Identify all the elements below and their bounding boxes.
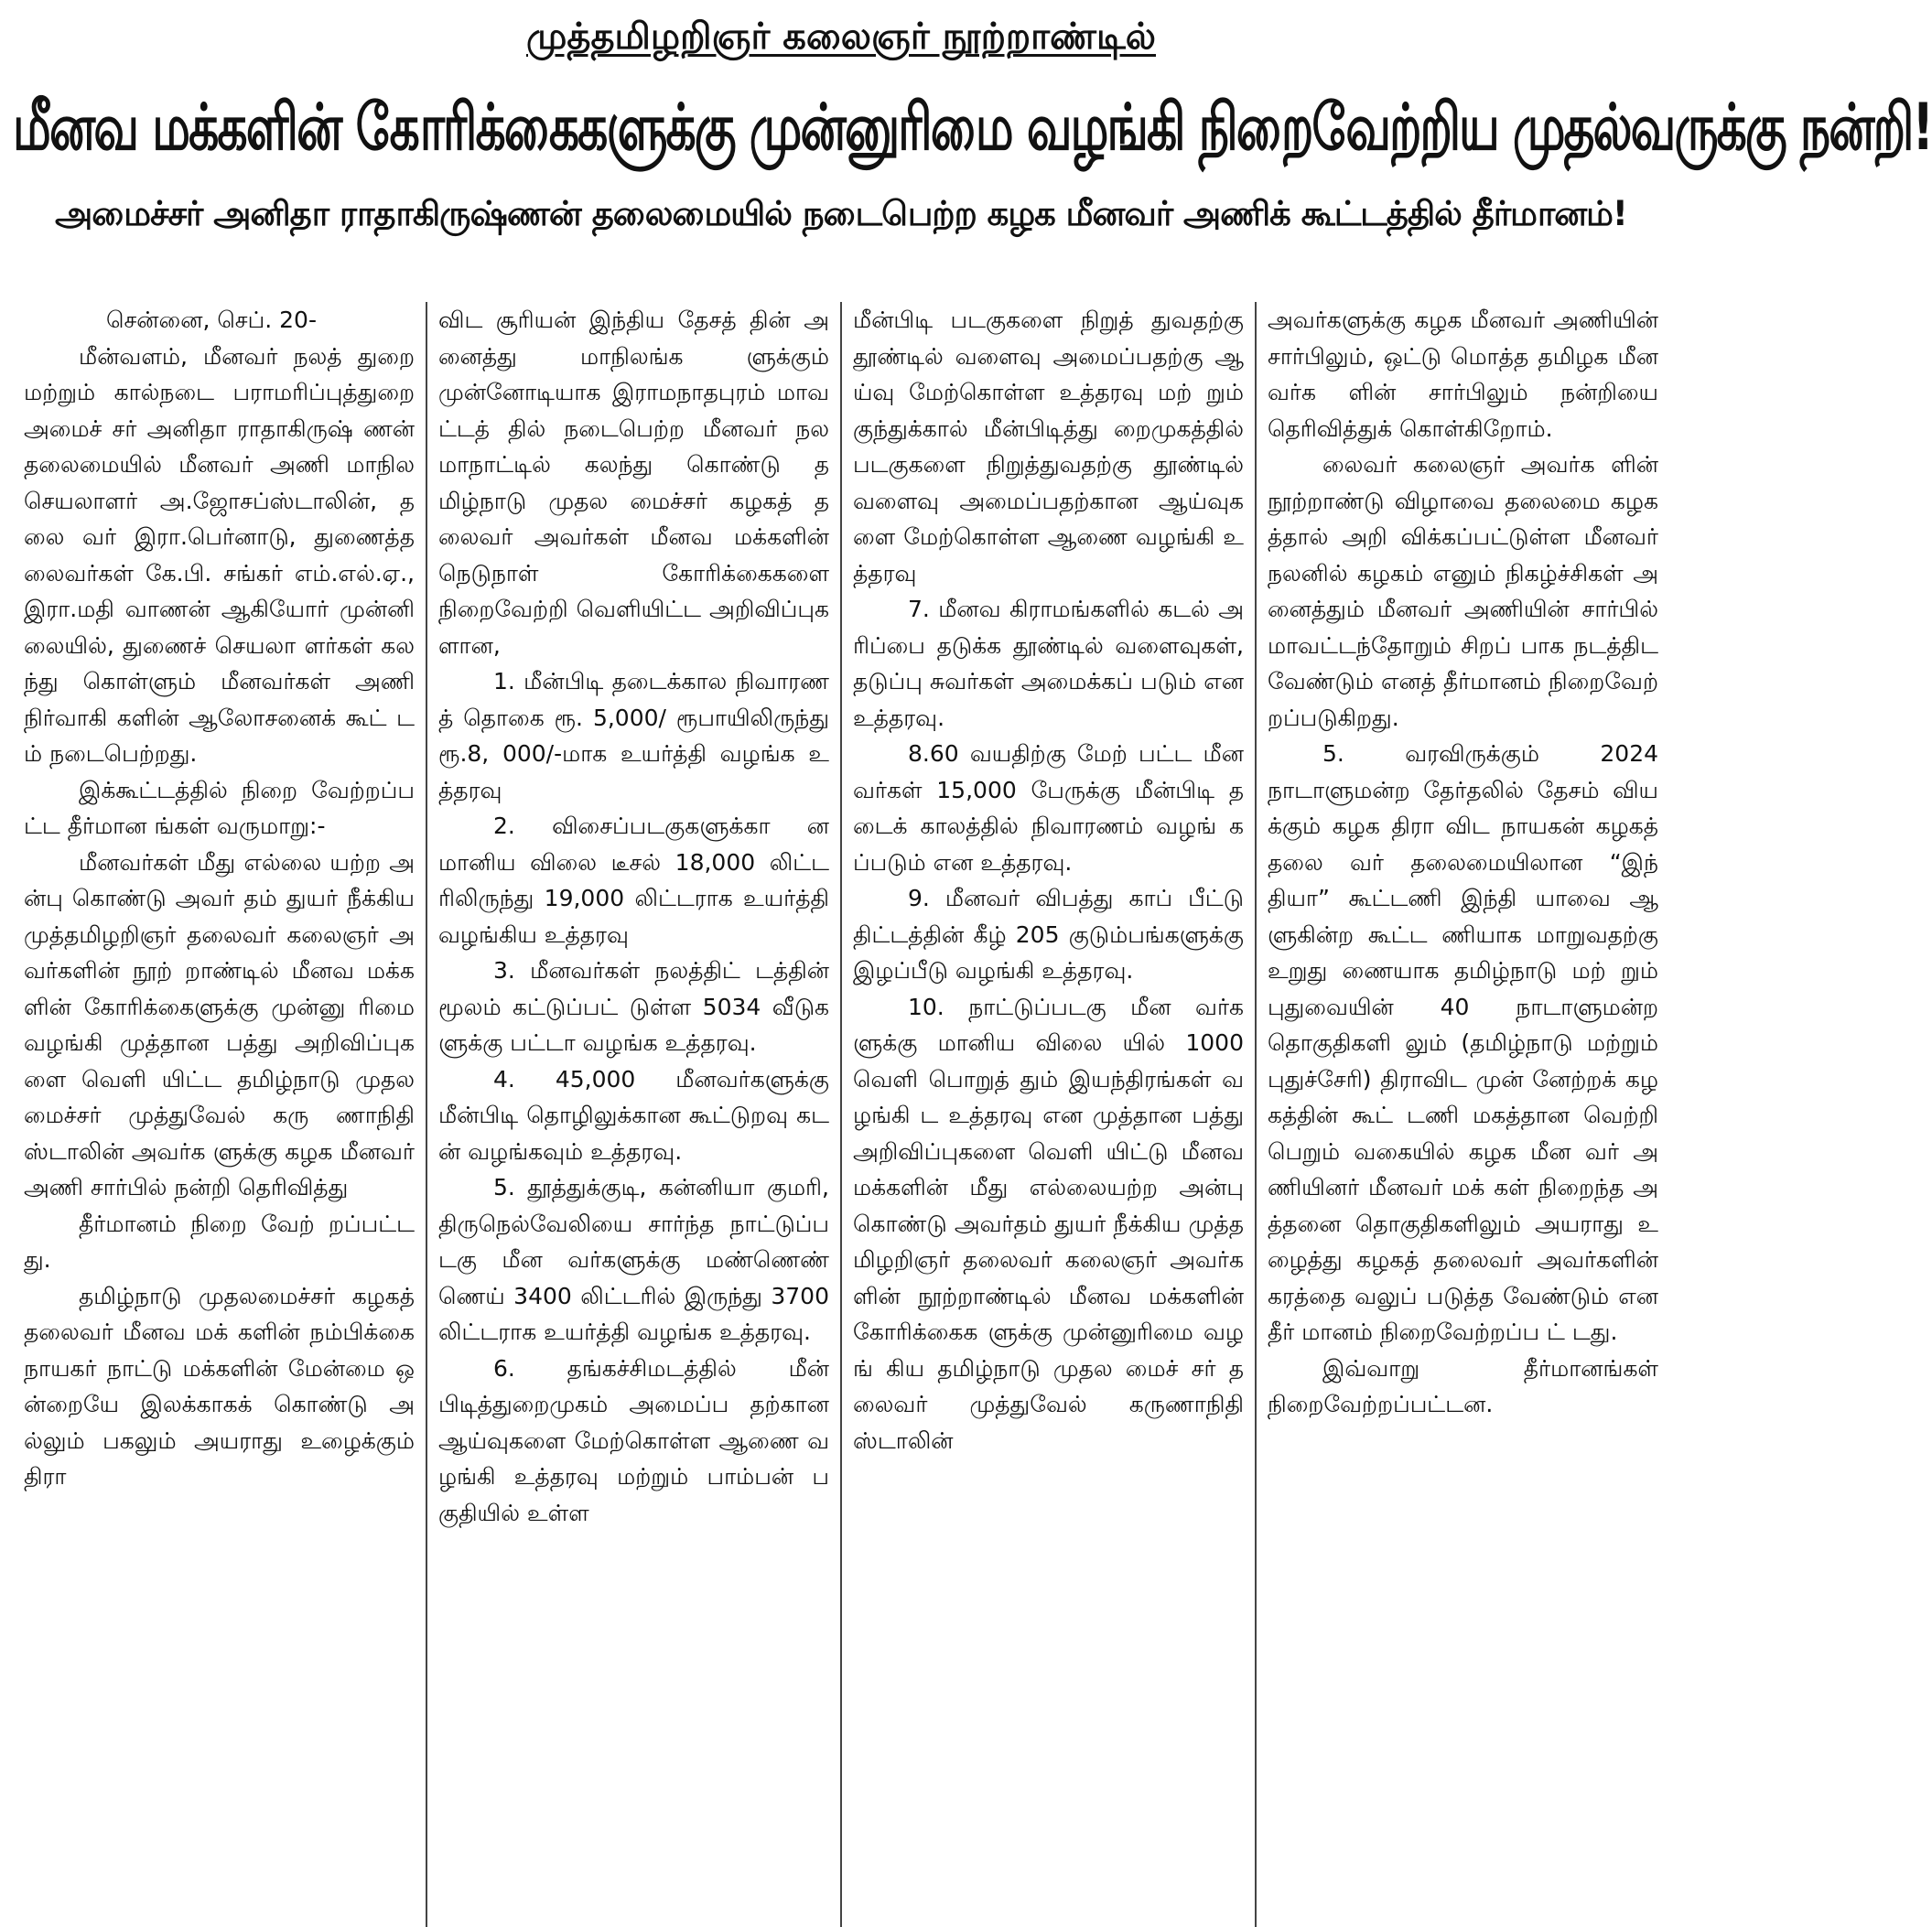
paragraph: அவர்களுக்கு கழக மீனவர் அணியின் சார்பிலும், ஒட்டு மொத்த தமிழக மீனவர்க ளின் சார்பிலும் நன்றியை தெரிவித்துக் கொள்கிறோம். — [1268, 307, 1658, 442]
paragraph: 5. தூத்துக்குடி, கன்னியா குமரி, திருநெல்வேலியை சார்ந்த நாட்டுப்படகு மீன வர்களுக்கு மண்ணெண் ணெய் 3400 லிட்டரில் இருந்து 3700 லிட்டராக உயர்த்தி வழங்க உத்தரவு. — [438, 1174, 829, 1345]
paragraph: 8.60 வயதிற்கு மேற் பட்ட மீனவர்கள் 15,000 பேருக்கு மீன்பிடி தடைக் காலத்தில் நிவாரணம் வழங் கப்படும் என உத்தரவு. — [853, 740, 1244, 876]
paragraph: 4. 45,000 மீனவர்களுக்கு மீன்பிடி தொழிலுக்கான கூட்டுறவு கடன் வழங்கவும் உத்தரவு. — [438, 1065, 829, 1165]
paragraph: லைவர் கலைஞர் அவர்க ளின் நூற்றாண்டு விழாவை தலைமை கழகத்தால் அறி விக்கப்பட்டுள்ள மீனவர் நலனில் கழகம் எனும் நிகழ்ச்சிகள் அனைத்தும் மீனவர் அணியின் சார்பில் மாவட்டந்தோறும் சிறப் பாக நடத்திட வேண்டும் எனத் தீர்மானம் நிறைவேற் றப்படுகிறது. — [1268, 451, 1658, 731]
paragraph: தீர்மானம் நிறை வேற் றப்பட்டது. — [24, 1210, 415, 1273]
paragraph: 7. மீனவ கிராமங்களில் கடல் அரிப்பை தடுக்க தூண்டில் வளைவுகள், தடுப்பு சுவர்கள் அமைக்கப் படும் என உத்தரவு. — [853, 596, 1244, 731]
kicker-line — [13, 11, 1669, 66]
paragraph: மீன்வளம், மீனவர் நலத் துறை மற்றும் கால்நடை பராமரிப்புத்துறை அமைச் சர் அனிதா ராதாகிருஷ் ணன் தலைமையில் மீனவர் அணி மாநில செயலாளர் அ.ஜோசப்ஸ்டாலின், தலை வர் இரா.பெர்னாடு, துணைத்தலைவர்கள் கே.பி. சங்கர் எம்.எல்.ஏ., இரா.மதி வாணன் ஆகியோர் முன்னி லையில், துணைச் செயலா ளர்கள் கலந்து கொள்ளும் மீனவர்கள் அணி நிர்வாகி களின் ஆலோசனைக் கூட் டம் நடைபெற்றது. — [24, 342, 415, 767]
paragraph: இவ்வாறு தீர்மானங்கள் நிறைவேற்றப்பட்டன. — [1268, 1354, 1658, 1417]
article-columns — [13, 302, 1669, 1927]
column-3 — [842, 302, 1257, 1927]
paragraph: விட சூரியன் இந்திய தேசத் தின் அனைத்து மாநிலங்க ளுக்கும் முன்னோடியாக இராமநாதபுரம் மாவட்டத் தில் நடைபெற்ற மீனவர் நல மாநாட்டில் கலந்து கொண்டு தமிழ்நாடு முதல மைச்சர் கழகத் தலைவர் அவர்கள் மீனவ மக்களின் நெடுநாள் கோரிக்கைகளை நிறைவேற்றி வெளியிட்ட அறிவிப்புகளான, — [438, 307, 829, 659]
paragraph: 6. தங்கச்சிமடத்தில் மீன் பிடித்துறைமுகம் அமைப்ப தற்கான ஆய்வுகளை மேற்கொள்ள ஆணை வழங்கி உத்தரவு மற்றும் பாம்பன் பகுதியில் உள்ள — [438, 1354, 829, 1526]
kicker-text: முத்தமிழறிஞர் கலைஞர் நூற்றாண்டில் — [525, 16, 1156, 58]
paragraph: 1. மீன்பிடி தடைக்கால நிவாரணத் தொகை ரூ. 5,000/ ரூபாயிலிருந்து ரூ.8, 000/-மாக உயர்த்தி வழங்க உத்தரவு — [438, 668, 829, 803]
paragraph: 10. நாட்டுப்படகு மீன வர்களுக்கு மானிய விலை யில் 1000 வெளி பொறுத் தும் இயந்திரங்கள் வழங்கி ட உத்தரவு என முத்தான பத்து அறிவிப்புகளை வெளி யிட்டு மீனவ மக்களின் மீது எல்லையற்ற அன்பு கொண்டு அவர்தம் துயர் நீக்கிய முத்தமிழறிஞர் தலைவர் கலைஞர் அவர்க ளின் நூற்றாண்டில் மீனவ மக்களின் கோரிக்கைக ளுக்கு முன்னுரிமை வழங் கிய தமிழ்நாடு முதல மைச் சர் தலைவர் முத்துவேல் கருணாநிதி ஸ்டாலின் — [853, 993, 1244, 1454]
paragraph: 3. மீனவர்கள் நலத்திட் டத்தின் மூலம் கட்டுப்பட் டுள்ள 5034 வீடுகளுக்கு பட்டா வழங்க உத்தரவு. — [438, 957, 829, 1056]
paragraph: மீன்பிடி படகுகளை நிறுத் துவதற்கு தூண்டில் வளைவு அமைப்பதற்கு ஆய்வு மேற்கொள்ள உத்தரவு மற் றும் குந்துக்கால் மீன்பிடித்து றைமுகத்தில் படகுகளை நிறுத்துவதற்கு தூண்டில் வளைவு அமைப்பதற்கான ஆய்வுகளை மேற்கொள்ள ஆணை வழங்கி உத்தரவு — [853, 307, 1244, 587]
paragraph: இக்கூட்டத்தில் நிறை வேற்றப்பட்ட தீர்மான ங்கள் வருமாறு:- — [24, 776, 415, 839]
paragraph: சென்னை, செப். 20- — [106, 307, 317, 333]
paragraph: தமிழ்நாடு முதலமைச்சர் கழகத் தலைவர் மீனவ மக் களின் நம்பிக்கை நாயகர் நாட்டு மக்களின் மேன்மை ஒன்றையே இலக்காகக் கொண்டு அல்லும் பகலும் அயராது உழைக்கும் திரா — [24, 1282, 415, 1490]
subheadline: அமைச்சர் அனிதா ராதாகிருஷ்ணன் தலைமையில் நடைபெற்ற கழக மீனவர் அணிக் கூட்டத்தில் தீர்மானம்! — [55, 194, 1627, 233]
paragraph: 5. வரவிருக்கும் 2024 நாடாளுமன்ற தேர்தலில் தேசம் வியக்கும் கழக திரா விட நாயகன் கழகத் தலை வர் தலைமையிலான “இந் தியா” கூட்டணி இந்தி யாவை ஆளுகின்ற கூட்ட ணியாக மாறுவதற்கு உறுது ணையாக தமிழ்நாடு மற் றும் புதுவையின் 40 நாடாளுமன்ற தொகுதிகளி லும் (தமிழ்நாடு மற்றும் புதுச்சேரி) திராவிட முன் னேற்றக் கழகத்தின் கூட் டணி மகத்தான வெற்றி பெறும் வகையில் கழக மீன வர் அணியினர் மீனவர் மக் கள் நிறைந்த அத்தனை தொகுதிகளிலும் அயராது உழைத்து கழகத் தலைவர் அவர்களின் கரத்தை வலுப் படுத்த வேண்டும் என தீர் மானம் நிறைவேற்றப்ப ட் டது. — [1268, 740, 1658, 1345]
column-1 — [13, 302, 427, 1927]
paragraph: 2. விசைப்படகுகளுக்கா ன மானிய விலை டீசல் 18,000 லிட்டரிலிருந்து 19,000 லிட்டராக உயர்த்தி வழங்கிய உத்தரவு — [438, 813, 829, 948]
column-2 — [427, 302, 842, 1927]
paragraph: 9. மீனவர் விபத்து காப் பீட்டு திட்டத்தின் கீழ் 205 குடும்பங்களுக்கு இழப்பீடு வழங்கி உத்தரவு. — [853, 885, 1244, 984]
paragraph: மீனவர்கள் மீது எல்லை யற்ற அன்பு கொண்டு அவர் தம் துயர் நீக்கிய முத்தமிழறிஞர் தலைவர் கலைஞர் அவர்களின் நூற் றாண்டில் மீனவ மக்களின் கோரிக்கைளுக்கு முன்னு ரிமை வழங்கி முத்தான பத்து அறிவிப்புகளை வெளி யிட்ட தமிழ்நாடு முதல மைச்சர் முத்துவேல் கரு ணாநிதி ஸ்டாலின் அவர்க ளுக்கு கழக மீனவர் அணி சார்பில் நன்றி தெரிவித்து — [24, 848, 415, 1200]
column-4 — [1257, 302, 1669, 1927]
headline: மீனவ மக்களின் கோரிக்கைகளுக்கு முன்னுரிமை வழங்கி நிறைவேற்றிய முதல்வருக்கு நன்றி! — [13, 91, 1932, 166]
